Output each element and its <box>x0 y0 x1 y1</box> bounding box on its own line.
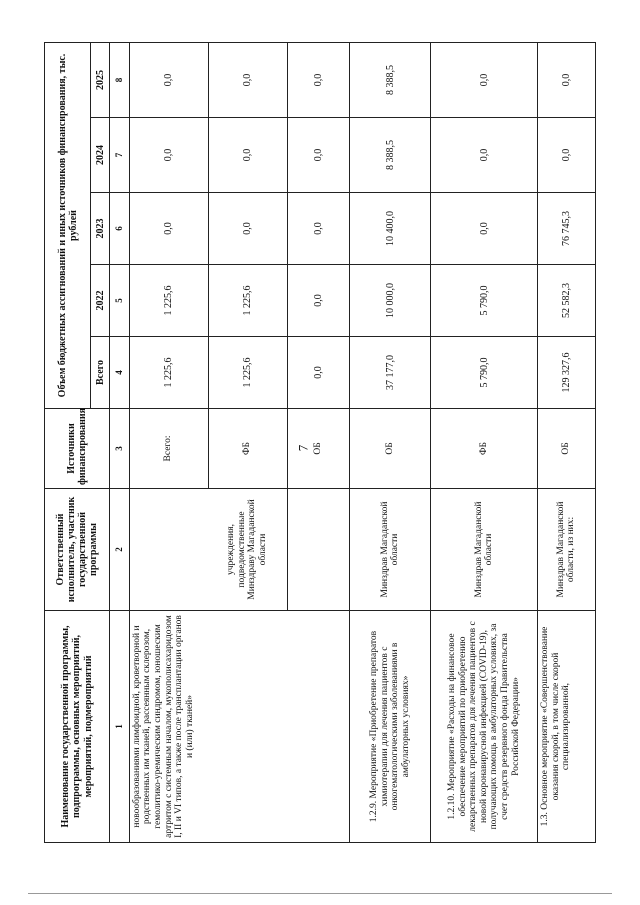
row-source: ФБ <box>431 409 538 489</box>
row-value-2024: 0,0 <box>287 118 350 193</box>
row-value-2022: 1 225,6 <box>208 265 287 337</box>
table-row <box>350 43 431 843</box>
column-number: 5 <box>110 265 130 337</box>
header-year: 2024 <box>91 118 110 193</box>
row-executor: Минздрав Магаданской области <box>350 489 431 611</box>
header-name: Наименование государственной программы, подпрограммы, основных мероприятий, мероприятий, подмероприятий <box>45 611 110 843</box>
column-number: 6 <box>110 193 130 265</box>
row-value-2025: 0,0 <box>287 43 350 118</box>
row-name: 1.3. Основное мероприятие «Совершенствование оказания скорой, в том числе скорой специализированной, <box>537 611 595 843</box>
row-executor: учреждения, подведомственные Минздраву Магаданской области <box>208 489 287 611</box>
column-number: 4 <box>110 337 130 409</box>
row-source: ОБ <box>537 409 595 489</box>
row-value-2023: 0,0 <box>208 193 287 265</box>
column-number: 3 <box>110 409 130 489</box>
row-executor: Минздрав Магаданской области, из них: <box>537 489 595 611</box>
column-number: 2 <box>110 489 130 611</box>
scan-edge-line <box>28 893 612 894</box>
header-year: 2025 <box>91 43 110 118</box>
budget-table-sheet <box>44 43 596 843</box>
row-value-2022: 10 000,0 <box>350 265 431 337</box>
row-value-2024: 0,0 <box>208 118 287 193</box>
row-executor <box>129 489 208 611</box>
row-value-2025: 0,0 <box>431 43 538 118</box>
row-name: новообразованиями лимфоидной, кроветворной и родственных им тканей, рассеянным склерозом, гемолитико-уремическим синдромом, юношеским артритом с системным началом, мукополисахаридозом I, II и VI типов, а также после трансплантации органов и (или) тканей» <box>129 611 349 843</box>
row-value-2022: 0,0 <box>287 265 350 337</box>
table-row <box>129 43 208 843</box>
row-executor: Минздрав Магаданской области <box>431 489 538 611</box>
row-source: Всего: <box>129 409 208 489</box>
row-value-2024: 8 388,5 <box>350 118 431 193</box>
row-value-2023: 0,0 <box>129 193 208 265</box>
row-value-total: 1 225,6 <box>208 337 287 409</box>
row-source: ФБ <box>208 409 287 489</box>
header-total: Всего <box>91 337 110 409</box>
page-number: 7 <box>295 444 311 452</box>
header-volume: Объем бюджетных ассигнований и иных источников финансирования, тыс. рублей <box>45 43 91 409</box>
row-value-2022: 5 790,0 <box>431 265 538 337</box>
table-row <box>431 43 538 843</box>
row-value-total: 1 225,6 <box>129 337 208 409</box>
row-source: ОБ <box>287 409 350 489</box>
row-value-2025: 8 388,5 <box>350 43 431 118</box>
header-year: 2022 <box>91 265 110 337</box>
row-value-2024: 0,0 <box>129 118 208 193</box>
column-number: 1 <box>110 611 130 843</box>
header-year: 2023 <box>91 193 110 265</box>
row-value-total: 0,0 <box>287 337 350 409</box>
header-executor: Ответственный исполнитель, участник государственной программы <box>45 489 110 611</box>
row-value-2022: 1 225,6 <box>129 265 208 337</box>
table-row <box>537 43 595 843</box>
column-number: 8 <box>110 43 130 118</box>
row-value-total: 37 177,0 <box>350 337 431 409</box>
row-name: 1.2.10. Мероприятие «Расходы на финансовое обеспечение мероприятий по приобретению лекарственных препаратов для лечения пациентов с новой коронавирусной инфекцией (COVID-19), получающих помощь в амбулаторных условиях, за счет средств резервного фонда Правительства Российской Федерации» <box>431 611 538 843</box>
row-value-2025: 0,0 <box>129 43 208 118</box>
budget-table <box>44 42 596 843</box>
row-value-2022: 52 582,3 <box>537 265 595 337</box>
row-value-total: 129 327,6 <box>537 337 595 409</box>
row-value-2023: 0,0 <box>431 193 538 265</box>
row-value-2025: 0,0 <box>208 43 287 118</box>
row-value-2024: 0,0 <box>537 118 595 193</box>
row-value-2023: 0,0 <box>287 193 350 265</box>
row-name: 1.2.9. Мероприятие «Приобретение препаратов химиотерапии для лечения пациентов с онкогематологическими заболеваниями в амбулаторных условиях» <box>350 611 431 843</box>
row-executor <box>287 489 350 611</box>
row-source: ОБ <box>350 409 431 489</box>
header-source: Источники финансирования <box>45 409 110 489</box>
row-value-2024: 0,0 <box>431 118 538 193</box>
column-number: 7 <box>110 118 130 193</box>
row-value-total: 5 790,0 <box>431 337 538 409</box>
row-value-2025: 0,0 <box>537 43 595 118</box>
row-value-2023: 10 400,0 <box>350 193 431 265</box>
row-value-2023: 76 745,3 <box>537 193 595 265</box>
